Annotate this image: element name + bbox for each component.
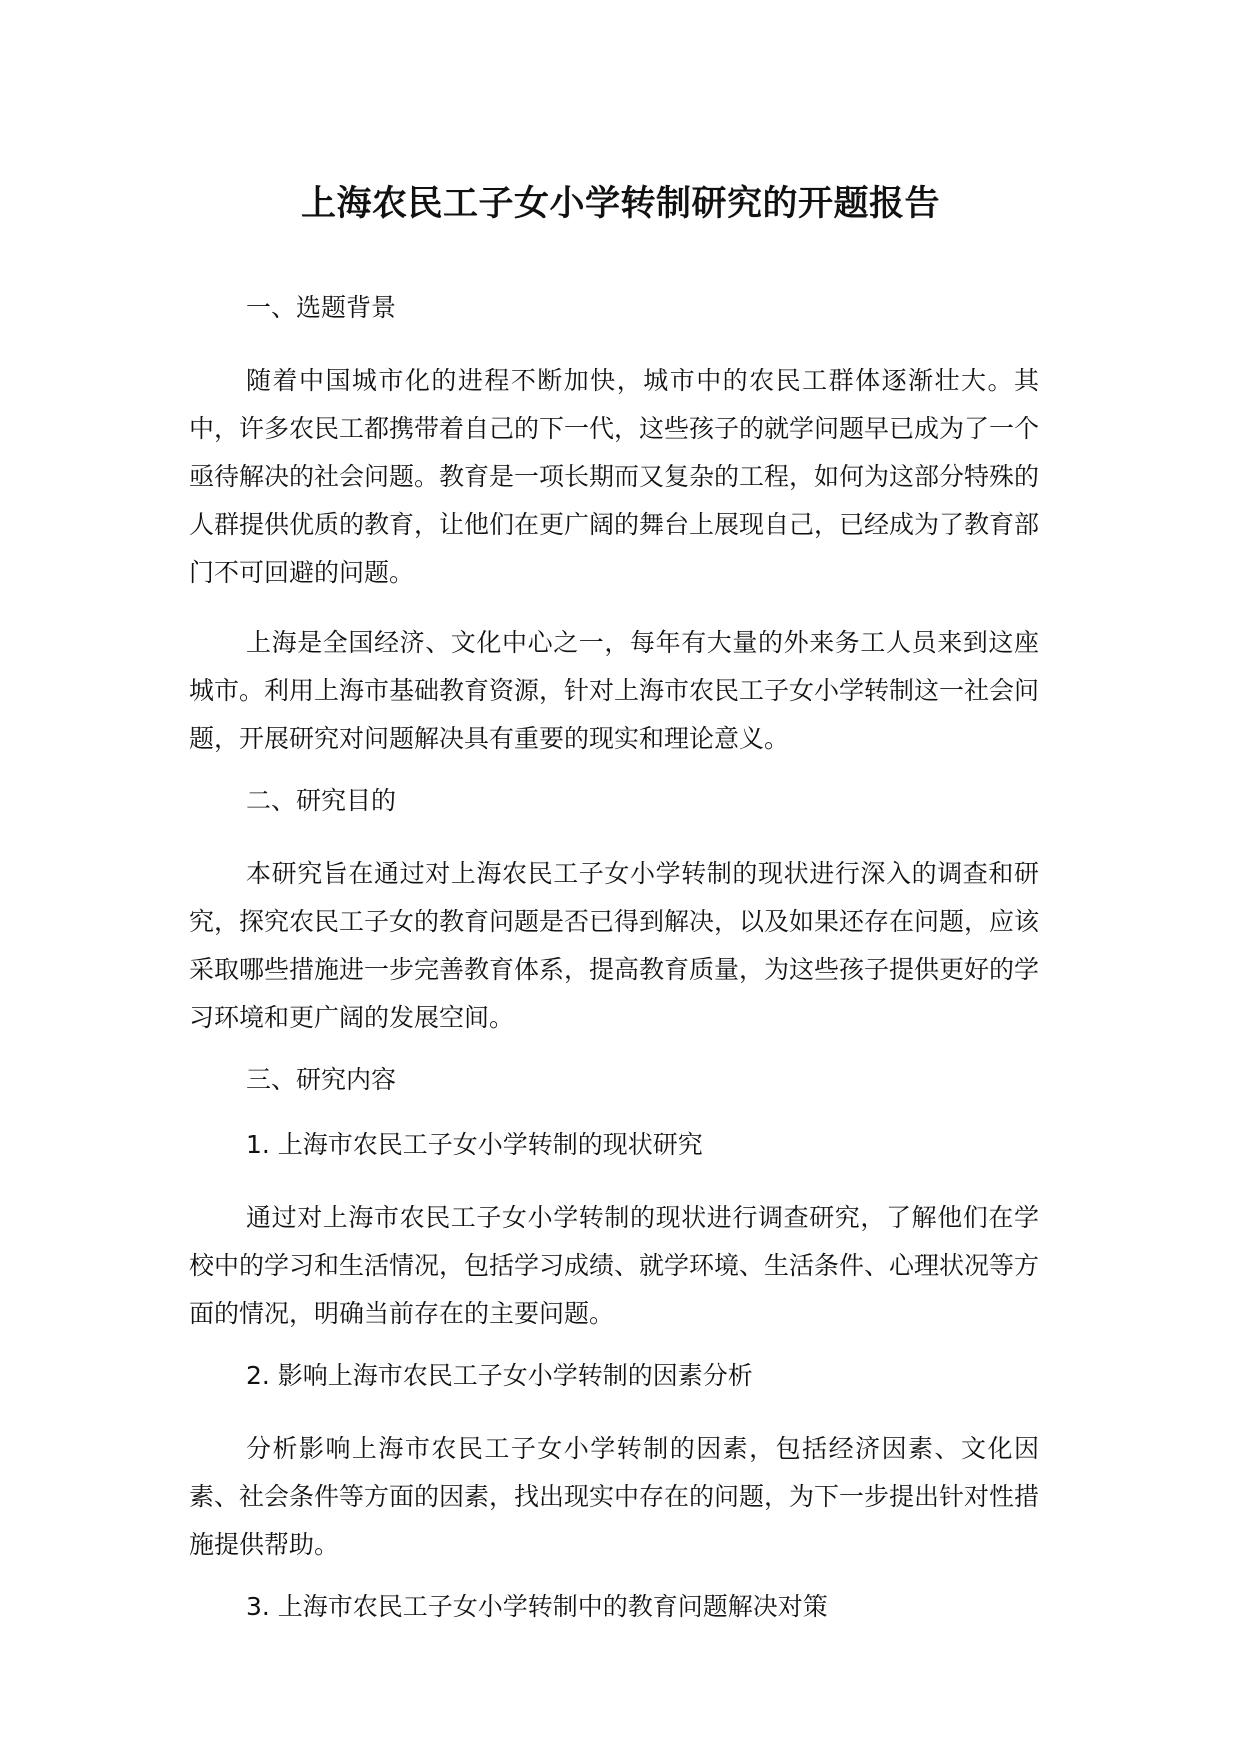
section-heading-content: 三、研究内容 [246, 1065, 397, 1094]
document-body [189, 292, 1039, 1656]
document-title: 上海农民工子女小学转制研究的开题报告 [300, 184, 940, 224]
paragraph-status: 通过对上海市农民工子女小学转制的现状进行调查研究，了解他们在学校中的学习和生活情况，包括学习成绩、就学环境、生活条件、心理状况等方面的情况，明确当前存在的主要问题。 [189, 1203, 1040, 1328]
section-heading-purpose: 二、研究目的 [246, 786, 397, 815]
paragraph-background-2: 上海是全国经济、文化中心之一，每年有大量的外来务工人员来到这座城市。利用上海市基础教育资源，针对上海市农民工子女小学转制这一社会问题，开展研究对问题解决具有重要的现实和理论意义。 [189, 628, 1040, 753]
subsection-heading-solutions: 3. 上海市农民工子女小学转制中的教育问题解决对策 [246, 1592, 828, 1621]
paragraph-background-1: 随着中国城市化的进程不断加快，城市中的农民工群体逐渐壮大。其中，许多农民工都携带着自己的下一代，这些孩子的就学问题早已成为了一个亟待解决的社会问题。教育是一项长期而又复杂的工程，如何为这部分特殊的人群提供优质的教育，让他们在更广阔的舞台上展现自己，已经成为了教育部门不可回避的问题。 [189, 366, 1040, 587]
section-heading-background: 一、选题背景 [246, 293, 397, 322]
subsection-heading-factors: 2. 影响上海市农民工子女小学转制的因素分析 [246, 1361, 753, 1390]
subsection-heading-status: 1. 上海市农民工子女小学转制的现状研究 [246, 1130, 703, 1159]
paragraph-purpose: 本研究旨在通过对上海农民工子女小学转制的现状进行深入的调查和研究，探究农民工子女的教育问题是否已得到解决，以及如果还存在问题，应该采取哪些措施进一步完善教育体系，提高教育质量，为这些孩子提供更好的学习环境和更广阔的发展空间。 [189, 859, 1040, 1032]
paragraph-factors: 分析影响上海市农民工子女小学转制的因素，包括经济因素、文化因素、社会条件等方面的因素，找出现实中存在的问题，为下一步提出针对性措施提供帮助。 [189, 1434, 1040, 1559]
